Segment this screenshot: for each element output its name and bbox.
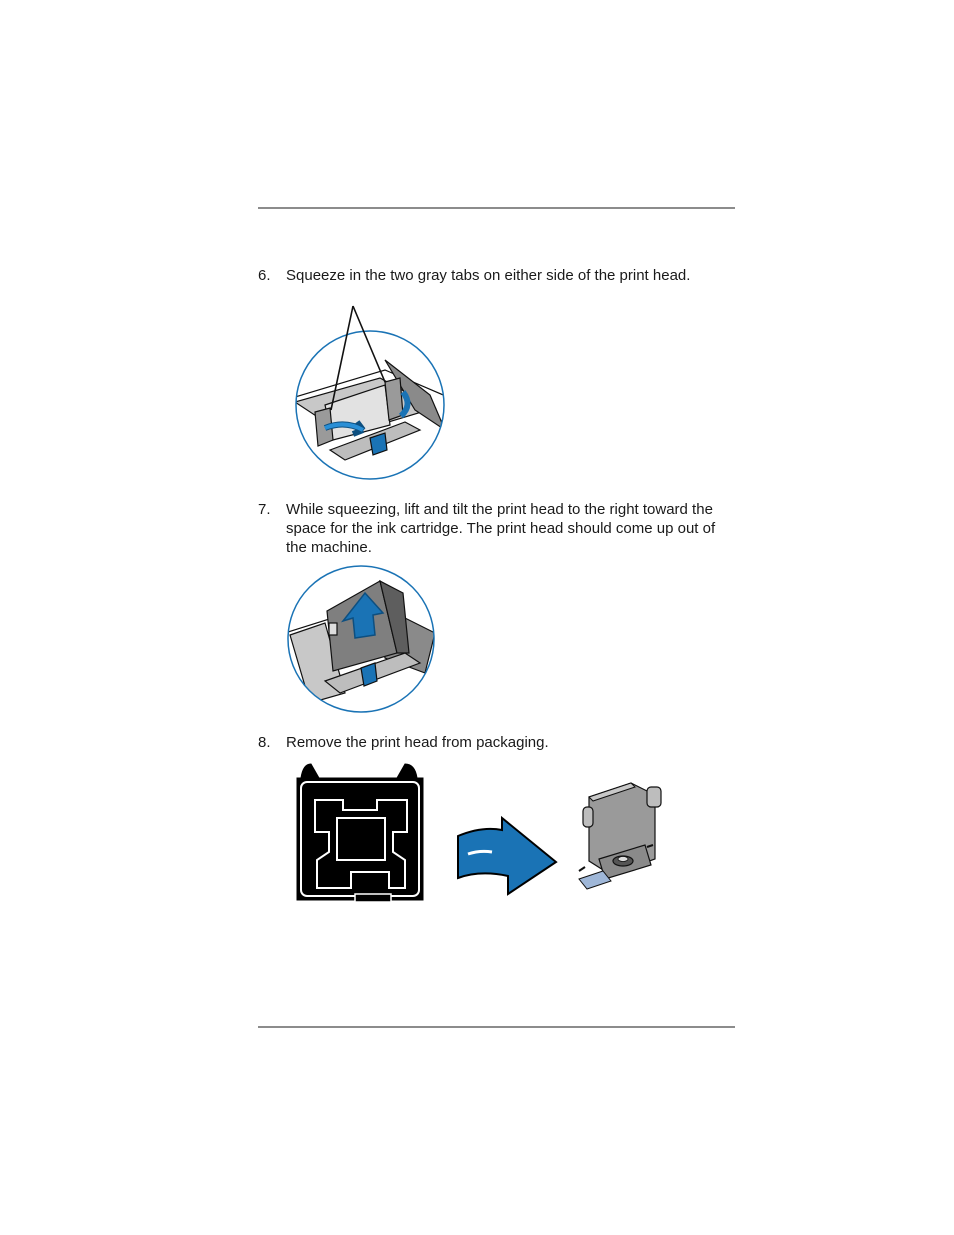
step-text: Squeeze in the two gray tabs on either side of the print head. [286,267,691,284]
step-number: 6. [258,267,271,284]
step-number: 8. [258,734,271,751]
squeeze-tabs-illustration [285,300,455,485]
packaging-illustration [293,760,427,905]
footer-rule [258,1026,735,1028]
header-rule [258,207,735,209]
print-head-icon [575,775,667,897]
step-number: 7. [258,501,271,518]
step-text: Remove the print head from packaging. [286,734,549,751]
step-text: While squeezing, lift and tilt the print head to the right toward the space for the ink cartridge. The print head should come up out of the machine. [286,501,716,556]
lift-print-head-illustration [285,563,437,715]
right-arrow-icon [452,812,562,900]
